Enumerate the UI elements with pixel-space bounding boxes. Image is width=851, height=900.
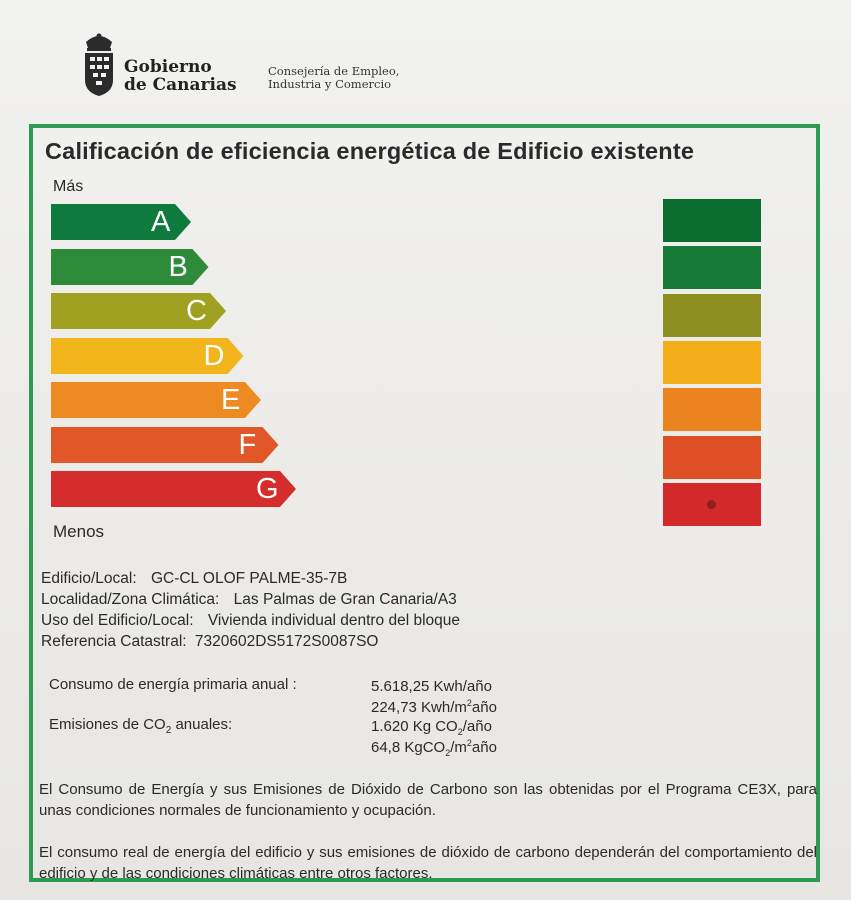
government-name-line2: de Canarias xyxy=(124,75,237,95)
rating-bar-f xyxy=(51,427,279,463)
uso-row xyxy=(41,612,460,630)
rating-bar-g xyxy=(51,471,296,507)
note-ce3x-program: El Consumo de Energía y sus Emisiones de Dióxido de Carbono son las obtenidas por el Programa CE3X, para unas condiciones normales de funcionamiento y ocupación. xyxy=(39,781,817,819)
result-swatch-e xyxy=(663,388,761,431)
scale-top-label: Más xyxy=(53,178,84,195)
note-real-consumption: El consumo real de energía del edificio y sus emisiones de dióxido de carbono dependerán del comportamiento del edificio y de las condiciones climáticas entre otros factores. xyxy=(39,844,817,882)
rating-letter-f: F xyxy=(238,428,257,461)
co2-emissions-per-m2: 64,8 $KgCO_2/m^2año$ xyxy=(371,738,497,758)
certificate-title: Calificación de eficiencia energética de Edificio existente xyxy=(45,138,695,164)
co2-emissions-total: 1.620 Kg $CO_2$/año xyxy=(371,718,492,737)
edificio-value: GC-CL OLOF PALME-35-7B xyxy=(150,570,348,587)
rating-letter-g: G xyxy=(256,473,279,505)
result-swatch-c xyxy=(663,294,761,337)
result-swatch-f xyxy=(663,436,761,479)
energy-consumption-label: Consumo de energía primaria anual : xyxy=(49,676,297,693)
rating-bar-b xyxy=(51,249,209,285)
department-name-line2: Industria y Comercio xyxy=(268,77,392,91)
canary-islands-crest-icon xyxy=(80,32,118,98)
rating-letter-e: E xyxy=(221,384,241,416)
result-swatch-b xyxy=(663,246,761,289)
rating-bar-d xyxy=(51,338,244,374)
rating-letter-b: B xyxy=(168,250,188,283)
energy-certificate-label xyxy=(29,124,820,882)
localidad-label: Localidad/Zona Climática: xyxy=(41,591,220,608)
rating-letter-d: D xyxy=(203,339,225,372)
result-swatch-d xyxy=(663,341,761,384)
rating-bar-e xyxy=(51,382,261,418)
edificio-label: Edificio/Local: xyxy=(41,570,137,587)
referencia-label: Referencia Catastral: xyxy=(41,633,187,650)
uso-label: Uso del Edificio/Local: xyxy=(41,612,194,629)
co2-emissions-label: Emisiones de $CO_2$ anuales: xyxy=(49,716,233,736)
rating-letter-a: A xyxy=(151,206,171,238)
rating-letter-c: C xyxy=(186,295,207,327)
rating-marker-dot xyxy=(707,500,716,509)
rating-bar-c xyxy=(51,293,226,329)
rating-bar-a xyxy=(51,204,191,240)
referencia-value: 7320602DS5172S0087SO xyxy=(194,633,379,650)
government-name xyxy=(124,58,237,94)
result-swatch-a xyxy=(663,199,761,242)
government-name-line1: Gobierno xyxy=(124,57,212,77)
localidad-value: Las Palmas de Gran Canaria/A3 xyxy=(233,591,457,608)
edificio-row xyxy=(41,570,347,588)
referencia-row xyxy=(41,633,378,651)
department-name-line1: Consejería de Empleo, xyxy=(268,64,400,78)
result-swatch-g xyxy=(663,483,761,526)
uso-value: Vivienda individual dentro del bloque xyxy=(207,612,461,629)
energy-consumption-total: 5.618,25 Kwh/año xyxy=(371,678,492,695)
department-name xyxy=(268,65,399,91)
scale-bottom-label: Menos xyxy=(53,522,105,541)
energy-consumption-per-m2: 224,73 Kwh/$m^2año$ xyxy=(371,698,497,716)
localidad-row xyxy=(41,591,457,609)
